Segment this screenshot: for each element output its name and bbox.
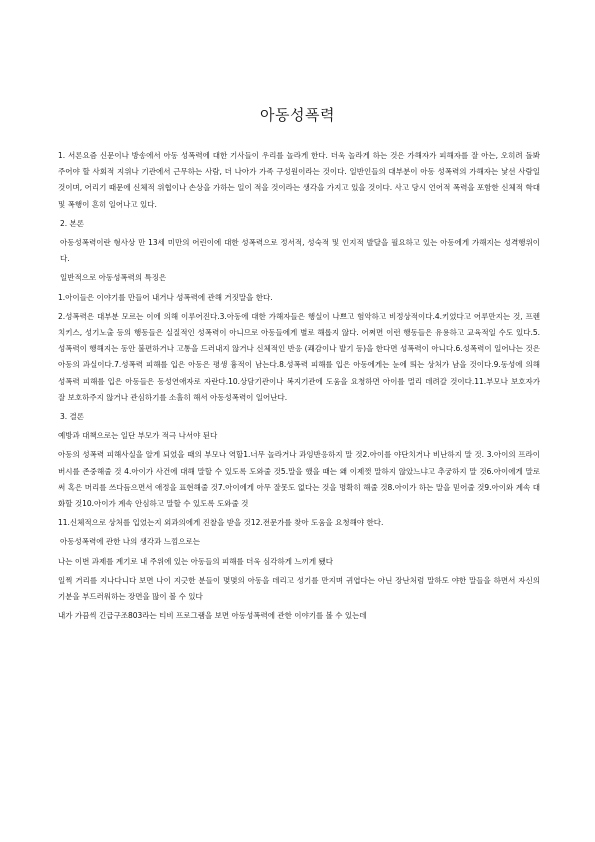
opinion-paragraph-1: 나는 이번 과제를 계기로 내 주위에 있는 아동들의 피해를 더욱 심각하게 느끼게 됐다 — [58, 556, 333, 566]
opinion-heading: 아동성폭력에 관한 나의 생각과 느낌으로는 — [60, 537, 200, 547]
medical-paragraph: 11.신체적으로 상처를 입었는지 외과의에게 진찰을 받을 것12.전문가를 찾아 도움을 요청해야 한다. — [58, 518, 384, 528]
opinion-paragraph-3: 내가 가끔씩 긴급구조803라는 티비 프로그램을 보면 아동성폭력에 관한 이야기를 볼 수 있는데 — [58, 611, 367, 621]
intro-paragraph: 1. 서론요즘 신문이나 방송에서 아동 성폭력에 대한 기사들이 우리를 놀라게 한다. 더욱 놀라게 하는 것은 가해자가 피해자를 잘 아는, 오히려 돌봐 주어야 할 사회적 지위나 기관에서 근무하는 사람, 더 나아가 가족 구성원이라는 것이다. 일반인들의 대부분이 아동 성폭력의 가해자는 낯선 사람일 것이며, 어리기 때문에 신체적 위협이나 손상을 가하는 일이 적을 것이라는 생각을 가지고 있을 것이다. 사고 당시 언어적 폭력을 포함한 신체적 학대 및 폭행이 흔히 일어나고 있다. — [58, 151, 540, 209]
section-heading-conclusion: 3. 결론 — [60, 412, 85, 422]
document-body — [58, 148, 540, 627]
feature-item-1: 1.아이들은 이야기를 만들어 내거나 성폭력에 관해 거짓말을 한다. — [58, 292, 273, 302]
parent-role-paragraph: 아동의 성폭력 피해사실을 알게 되었을 때의 부모나 역할1.너무 놀라거나 과잉반응하지 말 것2.아이를 야단치거나 비난하지 말 것. 3.아이의 프라이버시를 존중해줄 것 4.아이가 사건에 대해 말할 수 있도록 도와줄 것5.말을 했을 때는 왜 이제껏 말하지 않았느냐고 추궁하지 말 것6.아이에게 말로써 혹은 머리를 쓰다듬으면서 애정을 표현해줄 것7.아이에게 아무 잘못도 없다는 것을 명확히 해줄 것8.아이가 하는 말을 믿어줄 것9.아이와 계속 대화할 것10.아이가 계속 안심하고 말할 수 있도록 도와줄 것 — [58, 450, 540, 509]
prevention-paragraph: 예방과 대책으로는 일단 부모가 적극 나서야 된다 — [58, 431, 218, 441]
section-heading-body: 2. 본론 — [60, 218, 85, 228]
features-paragraph: 2.성폭력은 대부분 모르는 이에 의해 이루어진다.3.아동에 대한 가해자들은 행실이 나쁘고 험악하고 비정상적이다.4.키었다고 어루만지는 것, 프렌치키스, 성기노출 등의 행동들은 실질적인 성폭력이 아니므로 아동들에게 별로 해롭지 않다. 어쩌면 이런 행동들은 유용하고 교육적일 수도 있다.5.성폭력이 행해지는 동안 불편하거나 고통을 드러내지 않거나 신체적인 반응 (쾌감이나 발기 등)을 한다면 성폭력이 아니다.6.성폭력이 일어나는 것은 아동의 과실이다.7.성폭력 피해를 입은 아동은 평생 흉적이 남는다.8.성폭력 피해를 입은 아동에게는 눈에 띄는 상처가 남을 것이다.9.동성에 의해 성폭력 피해를 입은 아동들은 동성연애자로 자란다.10.상담기관이나 복지기관에 도움을 요청하면 아이를 멀리 데려갈 것이다.11.부모나 보호자가 잘 보호하주지 않거나 관심하기를 소홀히 해서 아동성폭력이 일어난다. — [58, 311, 540, 402]
document-title: 아동성폭력 — [260, 106, 335, 125]
definition-paragraph: 아동성폭력이란 형사상 만 13세 미만의 어린이에 대한 성폭력으로 정서적, 성숙적 및 인지적 발달을 필요하고 있는 아동에게 가해지는 성격행위이다. — [60, 238, 540, 264]
features-heading: 일반적으로 아동성폭력의 특징은 — [60, 273, 167, 283]
opinion-paragraph-2: 일찍 거리를 지나다니다 보면 나이 지긋한 분들이 몇몇의 아동을 데리고 성기를 만지며 귀엽다는 아닌 장난처럼 말하도 야한 말들을 하면서 자신의 기분을 부드러워하는 장면을 많이 볼 수 있다 — [58, 575, 540, 602]
